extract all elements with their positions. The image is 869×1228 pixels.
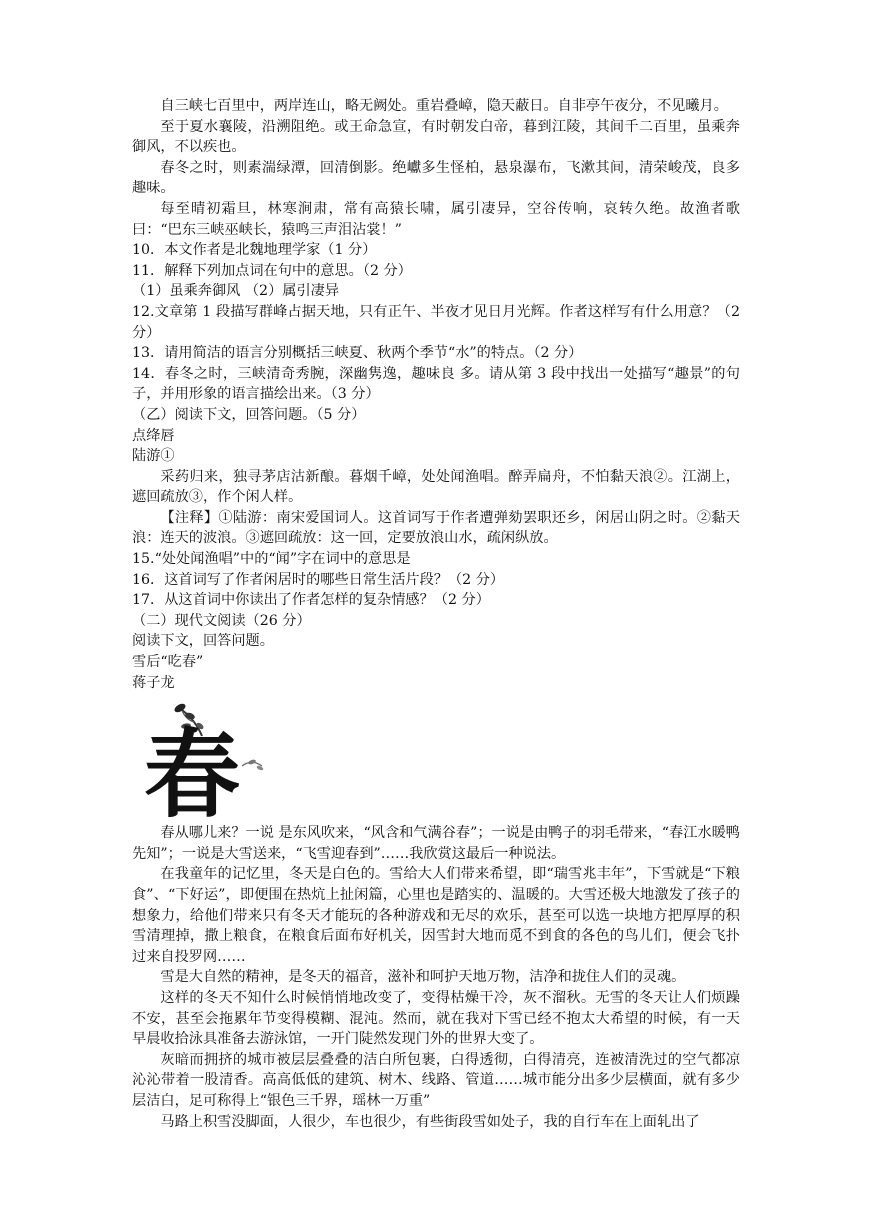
poem-author: 陆游① bbox=[132, 448, 175, 465]
essay-title: 雪后“吃春” bbox=[132, 654, 204, 671]
poem-text: 采药归来，独寻茅店沽新酿。暮烟千嶂，处处闻渔唱。醉弄扁舟，不怕黏天浪②。江湖上，遮回疏放③，作个闲人样。 bbox=[132, 468, 740, 506]
essay-paragraph-6: 马路上积雪没脚面，人很少，车也很少，有些街段雪如处子，我的自行车在上面轧出了 bbox=[160, 1113, 700, 1130]
glyph-text: 春 bbox=[144, 718, 240, 821]
passage-a-paragraph-4: 每至晴初霜旦，林寒涧肃，常有高猿长啸，属引凄异，空谷传响，哀转久绝。故渔者歌曰：“巴东三峡巫峡长，猿鸣三声泪沾裳！” bbox=[132, 200, 740, 238]
essay-paragraph-1: 春从哪儿来？一说 是东风吹来，“风含和气满谷春”；一说是由鸭子的羽毛带来，“春江水暖鸭先知”；一说是大雪送来，“飞雪迎春到”……我欣赏这最后一种说法。 bbox=[132, 825, 740, 862]
question-14: 14．春冬之时，三峡清奇秀腕，深幽隽逸，趣味良 多。请从第 3 段中找出一处描写“趣景”的句子，并用形象的语言描绘出来。（3 分） bbox=[132, 365, 740, 403]
question-16: 16．这首词写了作者闲居时的哪些日常生活片段？（2 分） bbox=[132, 571, 505, 588]
essay-author: 蒋子龙 bbox=[132, 674, 175, 691]
section-two-heading: （二）现代文阅读（26 分） bbox=[132, 612, 311, 629]
spring-calligraphy-icon bbox=[142, 696, 272, 820]
question-11: 11．解释下列加点词在句中的意思。（2 分） bbox=[132, 262, 412, 279]
question-17: 17．从这首词中你读出了作者怎样的复杂情感？（2 分） bbox=[132, 592, 490, 609]
passage-a-paragraph-1: 自三峡七百里中，两岸连山，略无阙处。重岩叠嶂，隐天蔽日。自非亭午夜分，不见曦月。 bbox=[160, 98, 728, 114]
essay-paragraph-4: 这样的冬天不知什么时候悄悄地改变了，变得枯燥干冷，灰不溜秋。无雪的冬天让人们烦躁不安，甚至会拖累年节变得模糊、混沌。然而，就在我对下雪已经不抱太大希望的时候，有一天早晨收拾泳具准备去游泳馆，一开门陡然发现门外的世界大变了。 bbox=[132, 989, 740, 1048]
essay-paragraph-5: 灰暗而拥挤的城市被层层叠叠的洁白所包裹，白得透彻，白得清亮，连被清洗过的空气都凉沁沁带着一股清香。高高低低的建筑、树木、线路、管道……城市能分出多少层横面，就有多少层洁白，足可称得上“银色三千界，瑶林一万重” bbox=[132, 1051, 740, 1109]
question-10: 10．本文作者是北魏地理学家（1 分） bbox=[132, 242, 377, 259]
document-page bbox=[132, 96, 740, 1132]
section-b-heading: （乙）阅读下文，回答问题。（5 分） bbox=[132, 406, 366, 423]
poem-title: 点绛唇 bbox=[132, 427, 175, 444]
essay-paragraph-2: 在我童年的记忆里，冬天是白色的。雪给大人们带来希望，即“瑞雪兆丰年”，下雪就是“下粮食”、“下好运”，即便围在热炕上扯闲篇，心里也是踏实的、温暖的。大雪还极大地激发了孩子的想象力，给他们带来只有冬天才能玩的各种游戏和无尽的欢乐，甚至可以选一块地方把厚厚的积雪清理掉，撒上粮食，在粮食后面布好机关，因雪封大地而觅不到食的各色的鸟儿们，便会飞扑过来自投罗网…… bbox=[132, 866, 740, 965]
question-11-items: （1）虽乘奔御风 （2）属引凄异 bbox=[132, 283, 340, 300]
question-13: 13．请用简洁的语言分别概括三峡夏、秋两个季节“水”的特点。（2 分） bbox=[132, 345, 583, 362]
poem-note: 【注释】①陆游：南宋爱国词人。这首词写于作者遭弹劾罢职还乡，闲居山阴之时。②黏天浪：连天的波浪。③遮回疏放：这一回，定要放浪山水，疏闲纵放。 bbox=[132, 509, 740, 547]
spring-calligraphy-image bbox=[142, 696, 272, 820]
passage-a-paragraph-3: 春冬之时，则素湍绿潭，回清倒影。绝巘多生怪柏，悬泉瀑布，飞漱其间，清荣峻茂，良多趣味。 bbox=[132, 159, 740, 197]
question-12: 12.文章第 1 段描写群峰占据天地，只有正午、半夜才见日月光辉。作者这样写有什么用意？（2 分） bbox=[132, 303, 740, 341]
section-two-instruction: 阅读下文，回答问题。 bbox=[132, 633, 274, 650]
passage-a-paragraph-2: 至于夏水襄陵，沿溯阻绝。或王命急宣，有时朝发白帝，暮到江陵，其间千二百里，虽乘奔御风，不以疾也。 bbox=[132, 118, 740, 156]
essay-paragraph-3: 雪是大自然的精神，是冬天的福音，滋补和呵护天地万物，洁净和拢住人们的灵魂。 bbox=[160, 969, 686, 986]
question-15: 15.“处处闻渔唱”中的“闻”字在词中的意思是 bbox=[132, 551, 411, 568]
